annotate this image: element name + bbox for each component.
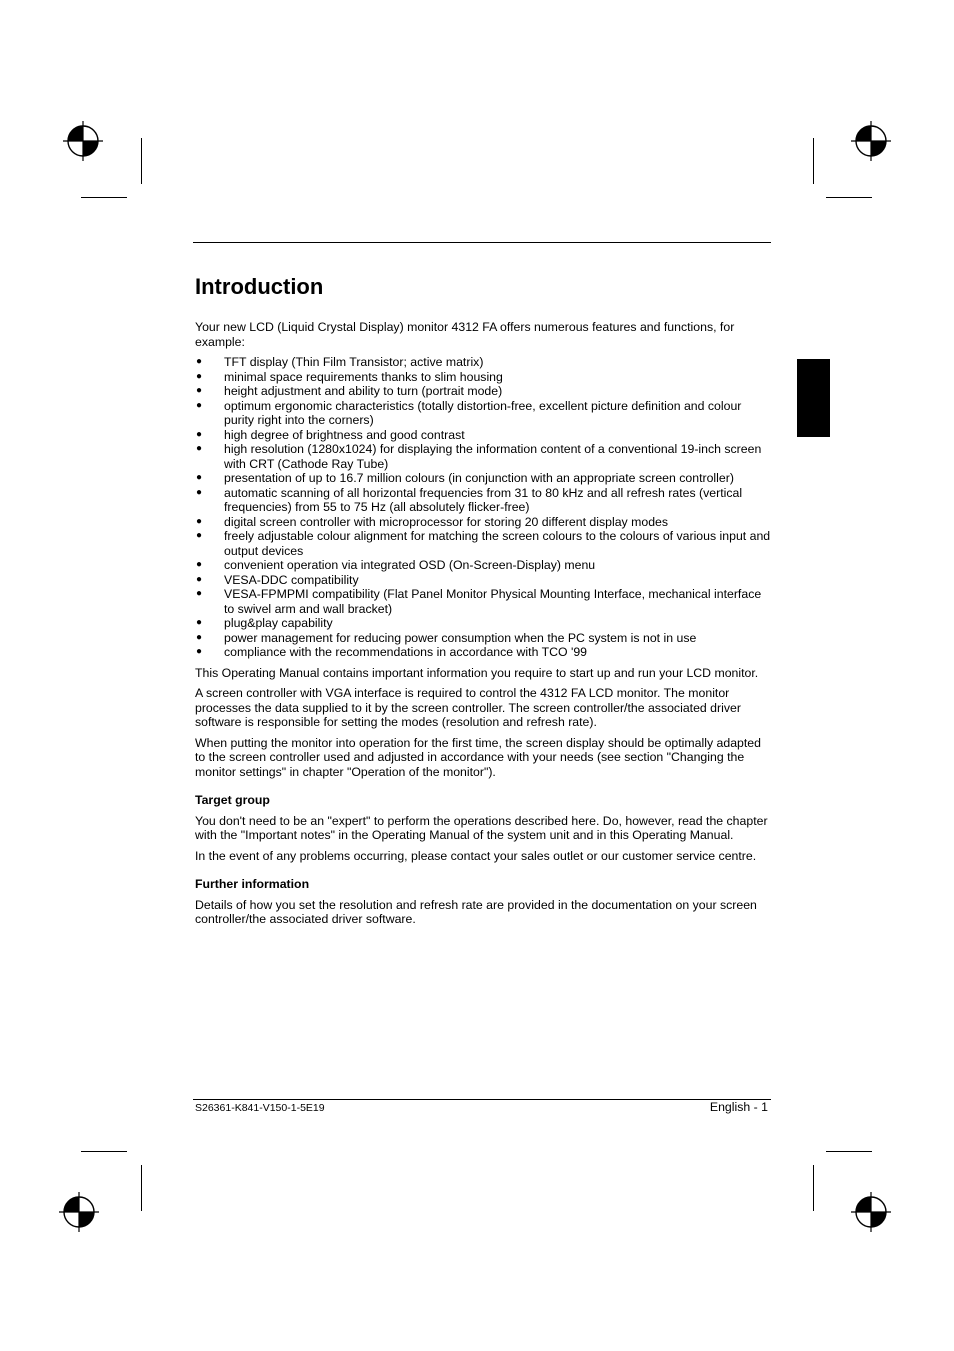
feature-list-item [195, 384, 771, 399]
feature-list-item [195, 471, 771, 486]
registration-mark-icon [59, 1192, 99, 1232]
bullet-icon: ● [196, 515, 203, 527]
feature-list-item [195, 355, 771, 370]
bullet-icon: ● [196, 399, 203, 411]
crop-line [141, 138, 142, 184]
feature-list-item [195, 428, 771, 443]
crop-line [141, 1165, 142, 1211]
bullet-icon: ● [196, 559, 203, 570]
body-paragraph: When putting the monitor into operation for the first time, the screen display should be optimally adapted to the screen controller used and adjusted in accordance with your needs (see section "Changing the monitor settings" in chapter "Operation of the monitor"). [195, 735, 761, 779]
feature-text: compliance with the recommendations in accordance with TCO '99 [224, 645, 588, 659]
chapter-tab [797, 359, 830, 437]
bullet-icon: ● [196, 385, 203, 396]
crop-line [813, 1165, 814, 1211]
target-group-paragraph: You don't need to be an "expert" to perform the operations described here. Do, however, read the chapter with the "Important notes" in the Operating Manual of the system unit and in this Operating Manual. [195, 813, 768, 842]
further-information-section [195, 898, 771, 927]
target-group-section [195, 814, 771, 864]
feature-text: TFT display (Thin Film Transistor; active matrix) [224, 355, 484, 369]
registration-mark-icon [851, 121, 891, 161]
feature-list-item [195, 529, 771, 558]
bullet-icon: ● [196, 428, 203, 440]
registration-mark-icon [63, 121, 103, 161]
bullet-icon: ● [196, 631, 203, 643]
bullet-icon: ● [196, 370, 203, 382]
feature-text: digital screen controller with microprocessor for storing 20 different display modes [224, 514, 669, 529]
crop-line [81, 197, 127, 198]
feature-list-item [195, 558, 771, 573]
crop-line [826, 197, 872, 198]
crop-line [826, 1151, 872, 1152]
feature-text: optimum ergonomic characteristics (totally distortion-free, excellent picture definition and colour purity right into the corners) [224, 398, 742, 427]
feature-text: convenient operation via integrated OSD (On-Screen-Display) menu [224, 558, 596, 572]
feature-list-item [195, 515, 771, 530]
feature-text: VESA-DDC compatibility [224, 572, 359, 587]
bullet-icon: ● [196, 530, 203, 541]
feature-list-item [195, 573, 771, 588]
feature-text: freely adjustable colour alignment for matching the screen colours to the colours of various input and output devices [224, 529, 771, 558]
feature-text: VESA-FPMPMI compatibility (Flat Panel Monitor Physical Mounting Interface, mechanical interface to swivel arm and wall bracket) [224, 587, 762, 616]
registration-mark-icon [851, 1192, 891, 1232]
further-information-heading: Further information [195, 877, 310, 891]
bullet-icon: ● [196, 356, 203, 367]
crop-line [81, 1151, 127, 1152]
feature-list-item [195, 370, 771, 385]
body-paragraphs [195, 666, 771, 780]
feature-list-item [195, 645, 771, 660]
page-number: English - 1 [709, 1100, 768, 1114]
further-information-paragraph: Details of how you set the resolution and refresh rate are provided in the documentation on your screen controller/the associated driver software. [195, 897, 757, 926]
feature-list-item [195, 486, 771, 515]
feature-list-item [195, 399, 771, 428]
crop-line [813, 138, 814, 184]
feature-list-item [195, 631, 771, 646]
bullet-icon: ● [196, 573, 203, 585]
bullet-icon: ● [196, 617, 203, 628]
bullet-icon: ● [196, 472, 203, 483]
feature-text: minimal space requirements thanks to slim housing [224, 369, 503, 384]
bullet-icon: ● [196, 588, 203, 599]
target-group-paragraph: In the event of any problems occurring, please contact your sales outlet or our customer service centre. [195, 848, 757, 863]
target-group-heading: Target group [195, 793, 270, 807]
bullet-icon: ● [196, 646, 203, 657]
feature-text: presentation of up to 16.7 million colours (in conjunction with an appropriate screen controller) [224, 471, 734, 485]
feature-list [195, 355, 771, 660]
feature-list-item [195, 616, 771, 631]
document-code: S26361-K841-V150-1-5E19 [195, 1102, 325, 1114]
intro-paragraph: Your new LCD (Liquid Crystal Display) monitor 4312 FA offers numerous features and functions, for example: [195, 320, 735, 349]
page-title: Introduction [195, 274, 324, 299]
feature-text: power management for reducing power consumption when the PC system is not in use [224, 630, 697, 645]
header-rule [193, 242, 771, 243]
footer-rule [193, 1099, 771, 1100]
feature-text: high resolution (1280x1024) for displaying the information content of a conventional 19-inch screen with CRT (Cathode Ray Tube) [224, 442, 762, 471]
feature-text: automatic scanning of all horizontal frequencies from 31 to 80 kHz and all refresh rates (vertical frequencies) from 55 to 75 Hz (all absolutely flicker-free) [224, 485, 743, 514]
main-content [195, 272, 771, 933]
feature-list-item [195, 587, 771, 616]
body-paragraph: A screen controller with VGA interface is required to control the 4312 FA LCD monitor. The monitor processes the data supplied to it by the screen controller. The screen controller/the associated driver software is responsible for setting the modes (resolution and refresh rate). [195, 686, 741, 729]
feature-list-item [195, 442, 771, 471]
body-paragraph: This Operating Manual contains important information you require to start up and run your LCD monitor. [195, 665, 759, 680]
feature-text: high degree of brightness and good contrast [224, 427, 465, 442]
feature-text: height adjustment and ability to turn (portrait mode) [224, 384, 503, 398]
feature-text: plug&play capability [224, 616, 333, 630]
bullet-icon: ● [196, 486, 203, 498]
bullet-icon: ● [196, 443, 203, 454]
